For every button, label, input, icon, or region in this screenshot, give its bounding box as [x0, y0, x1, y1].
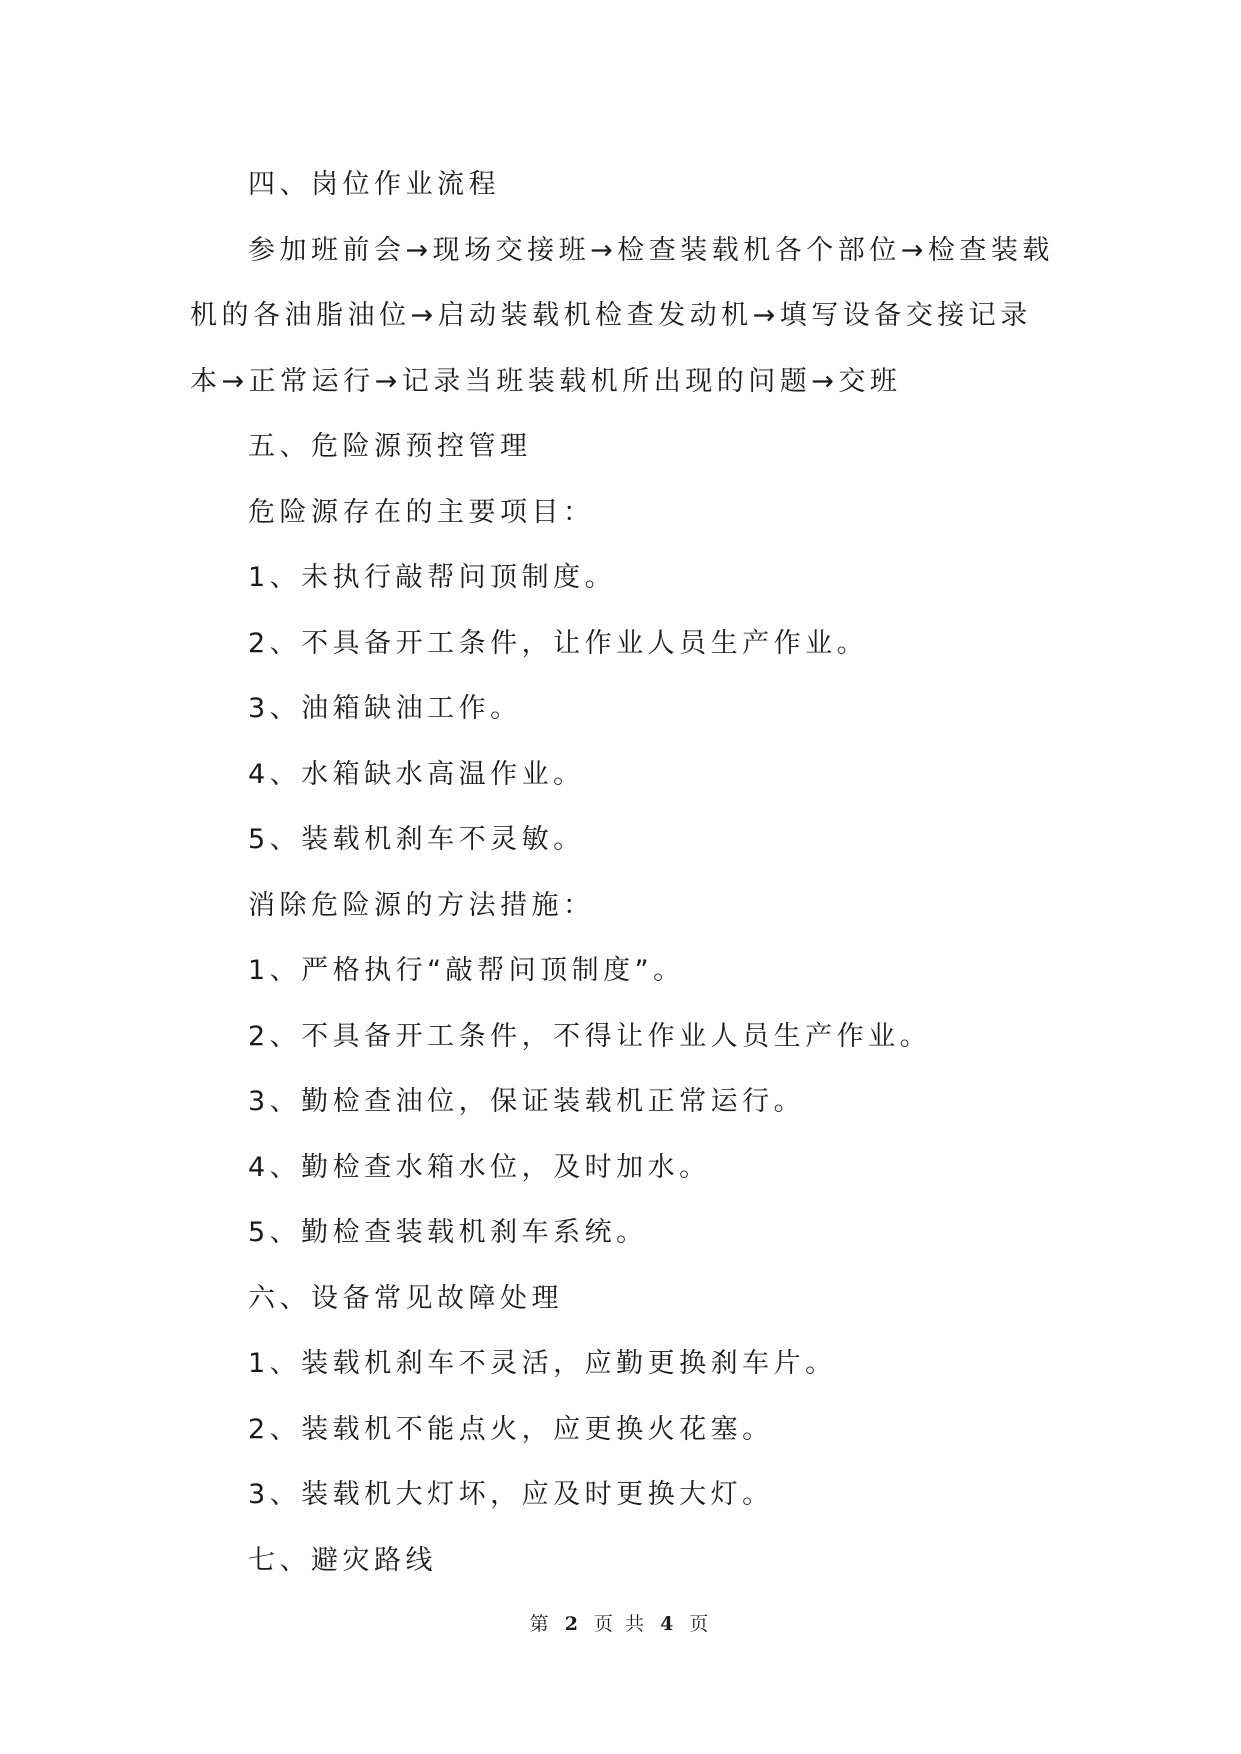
footer-middle: 页 共: [593, 1613, 648, 1635]
hazard-items-heading: 危险源存在的主要项目：: [248, 496, 595, 528]
footer-suffix: 页: [689, 1613, 712, 1635]
workflow-paragraph: 参加班前会→现场交接班→检查装载机各个部位→检查装载机的各油脂油位→启动装载机检查发动机→填写设备交接记录本→正常运行→记录当班装载机所出现的问题→交班: [190, 234, 1054, 397]
section-heading-workflow: 四、岗位作业流程: [248, 169, 500, 200]
measures-heading: 消除危险源的方法措施：: [248, 889, 595, 921]
page-footer: [0, 1609, 1241, 1636]
fault-item-1: 1、装载机刹车不灵活，应勤更换刹车片。: [248, 1348, 837, 1379]
section-heading-faults: 六、设备常见故障处理: [248, 1282, 563, 1314]
section-heading-hazard-control: 五、危险源预控管理: [248, 431, 532, 462]
document-body: [190, 152, 1060, 1593]
fault-item-2: 2、装载机不能点火，应更换火花塞。: [248, 1413, 774, 1445]
measure-item-1: 1、严格执行“敲帮问顶制度”。: [248, 955, 685, 986]
measure-item-5: 5、勤检查装载机刹车系统。: [248, 1217, 648, 1248]
footer-current-page: 2: [564, 1613, 581, 1635]
hazard-item-1: 1、未执行敲帮问顶制度。: [248, 562, 617, 593]
hazard-item-2: 2、不具备开工条件，让作业人员生产作业。: [248, 627, 869, 659]
footer-prefix: 第: [529, 1613, 552, 1635]
hazard-item-3: 3、油箱缺油工作。: [248, 693, 522, 724]
footer-total-pages: 4: [660, 1613, 677, 1635]
hazard-item-4: 4、水箱缺水高温作业。: [248, 758, 585, 790]
hazard-item-5: 5、装载机刹车不灵敏。: [248, 824, 585, 855]
section-heading-escape-route: 七、避灾路线: [248, 1544, 437, 1576]
measure-item-2: 2、不具备开工条件，不得让作业人员生产作业。: [248, 1020, 932, 1052]
measure-item-3: 3、勤检查油位，保证装载机正常运行。: [248, 1086, 806, 1117]
fault-item-3: 3、装载机大灯坏，应及时更换大灯。: [248, 1479, 774, 1510]
measure-item-4: 4、勤检查水箱水位，及时加水。: [248, 1151, 711, 1183]
